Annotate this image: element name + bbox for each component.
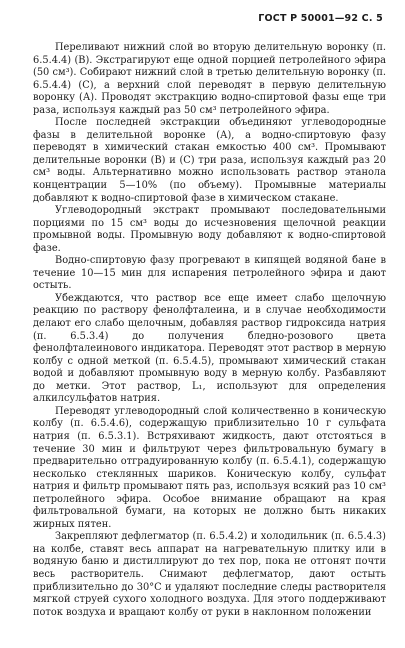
paragraph-distillation: Закрепляют дефлегматор (п. 6.5.4.2) и холодильник (п. 6.5.4.3) на колбе, ставят весь аппарат на нагревательную плитку или в водяную баню и дистиллируют до тех пор, пока не отгонят почти весь растворитель. Снимают дефлегматор, дают остыть приблизительно до 30°С и удаляют последние следы растворителя мягкой струей сухого холодного воздуха. Для этого поддерживают поток воздуха и вращают колбу от руки в наклонном положении <box>33 531 386 618</box>
paragraph-alkaline-check: Убеждаются, что раствор все еще имеет слабо щелочную реакцию по раствору фенолфталеина, и в случае необходимости делают его слабо щелочным, добавляя раствор гидроксида натрия (п. 6.5.3.4) до получения бледно-розового цвета фенолфталеинового индикатора. Переводят этот раствор в мерную колбу с одной меткой (п. 6.5.4.5), промывают химический стакан водой и добавляют промывную воду в мерную колбу. Разбавляют до метки. Этот раствор, L₁, используют для определения алкилсульфатов натрия. <box>33 292 386 405</box>
paragraph-wash-extract: Углеводородный экстракт промывают последовательными порциями по 15 см³ воды до исчезновения щелочной реакции промывной воды. Промывную воду добавляют к водно-спиртовой фазе. <box>33 205 386 254</box>
paragraph-extraction: Переливают нижний слой во вторую делительную воронку (п. 6.5.4.4) (В). Экстрагируют еще одной порцией петролейного эфира (50 см³). Собирают нижний слой в третью делительную воронку (п. 6.5.4.4) (С), а верхний слой переводят в первую делительную воронку (А). Проводят экстракцию водно-спиртовой фазы еще три раза, используя каждый раз 50 см³ петролейного эфира. <box>33 42 386 116</box>
document-body <box>33 42 386 619</box>
paragraph-heat-phase: Водно-спиртовую фазу прогревают в кипящей водяной бане в течение 10—15 мин для испарения петролейного эфира и дают остыть. <box>33 255 386 292</box>
paragraph-combine-phases: После последней экстракции объединяют углеводородные фазы в делительной воронке (А), а водно-спиртовую фазу переводят в химический стакан емкостью 400 см³. Промывают делительные воронки (В) и (С) три раза, используя каждый раз 20 см³ воды. Альтернативно можно использовать раствор этанола концентрации 5—10% (по объему). Промывные материалы добавляют к водно-спиртовой фазе в химическом стакане. <box>33 117 386 204</box>
standard-header: ГОСТ Р 50001—92 С. 5 <box>258 13 383 24</box>
paragraph-transfer-layer: Переводят углеводородный слой количественно в коническую колбу (п. 6.5.4.6), содержащую приблизительно 10 г сульфата натрия (п. 6.5.3.1). Встряхивают жидкость, дают отстояться в течение 30 мин и фильтруют через фильтровальную бумагу в предварительно отградуированную колбу (п. 6.5.4.1), содержащую несколько стеклянных шариков. Коническую колбу, сульфат натрия и фильтр промывают пять раз, используя всякий раз 10 см³ петролейного эфира. Особое внимание обращают на края фильтровальной бумаги, на которых не должно быть никаких жирных пятен. <box>33 405 386 530</box>
